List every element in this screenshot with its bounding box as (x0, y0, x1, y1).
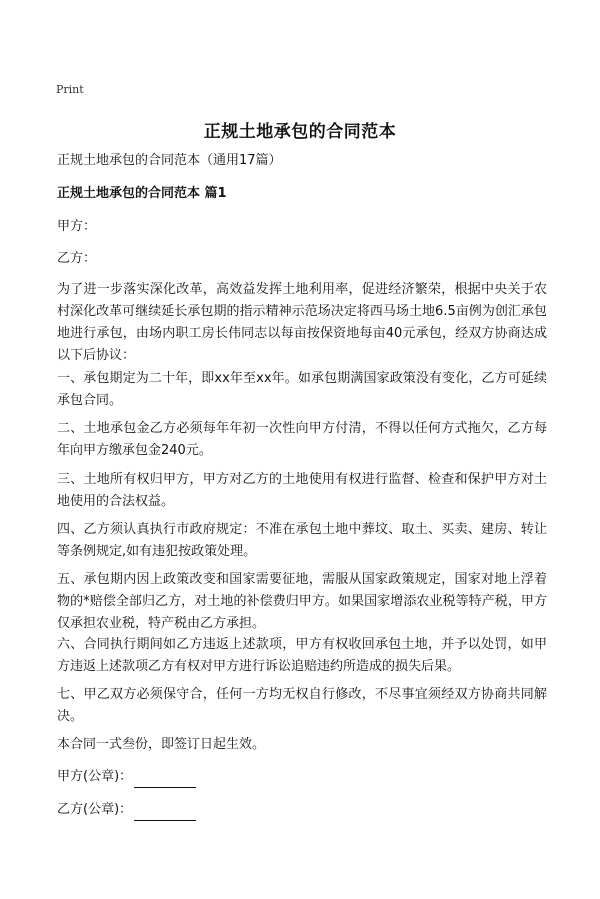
clause-2: 二、土地承包金乙方必须每年年初一次性向甲方付清，不得以任何方式拖欠，乙方每年向甲方缴承包金240元。 (57, 421, 547, 458)
effective-clause: 本合同一式叁份，即签订日起生效。 (57, 737, 266, 752)
clause-5: 五、承包期内因上政策改变和国家需要征地，需服从国家政策规定，国家对地上浮着物的*赔偿全部归乙方，对土地的补偿费归甲方。如果国家增添农业税等特产税，甲方仅承担农业税，特产税由乙方承担。 (57, 572, 547, 631)
party-a-signature-row (57, 766, 196, 788)
section-heading: 正规土地承包的合同范本 篇1 (57, 186, 227, 201)
party-b-signature-row (57, 799, 196, 821)
party-b-signature-line[interactable] (134, 806, 196, 821)
clause-4: 四、乙方须认真执行市政府规定：不准在承包土地中葬坟、取土、买卖、建房、转让等条例规定,如有违犯按政策处理。 (57, 522, 547, 559)
document-title: 正规土地承包的合同范本 (203, 122, 397, 142)
party-a-label: 甲方： (57, 219, 97, 234)
party-a-seal-label: 甲方(公章)： (57, 769, 133, 784)
intro-paragraph: 为了进一步落实深化改革，高效益发挥土地利用率，促进经济繁荣，根据中央关于农村深化改革可继续延长承包期的指示精神示范场决定将西马场土地6.5亩例为创汇承包地进行承包，由场内职工房长伟同志以每亩按保资地每亩40元承包，经双方协商达成以下后协议： (57, 282, 547, 363)
party-b-label: 乙方： (57, 251, 97, 266)
clause-1: 一、承包期定为二十年，即xx年至xx年。如承包期满国家政策没有变化，乙方可延续承包合同。 (57, 371, 547, 408)
party-a-signature-line[interactable] (134, 773, 196, 788)
party-b-seal-label: 乙方(公章)： (57, 802, 133, 817)
clause-7: 七、甲乙双方必须保守合，任何一方均无权自行修改，不尽事宜须经双方协商共同解决。 (57, 687, 547, 724)
clause-6: 六、合同执行期间如乙方违返上述款项，甲方有权收回承包土地，并予以处罚，如甲方违返上述款项乙方有权对甲方进行诉讼追赔违约所造成的损失后果。 (57, 637, 547, 674)
document-subtitle: 正规土地承包的合同范本（通用17篇） (57, 153, 282, 168)
print-label: Print (56, 83, 84, 96)
clause-3: 三、土地所有权归甲方，甲方对乙方的土地使用有权进行监督、检查和保护甲方对土地使用的合法权益。 (57, 472, 547, 509)
